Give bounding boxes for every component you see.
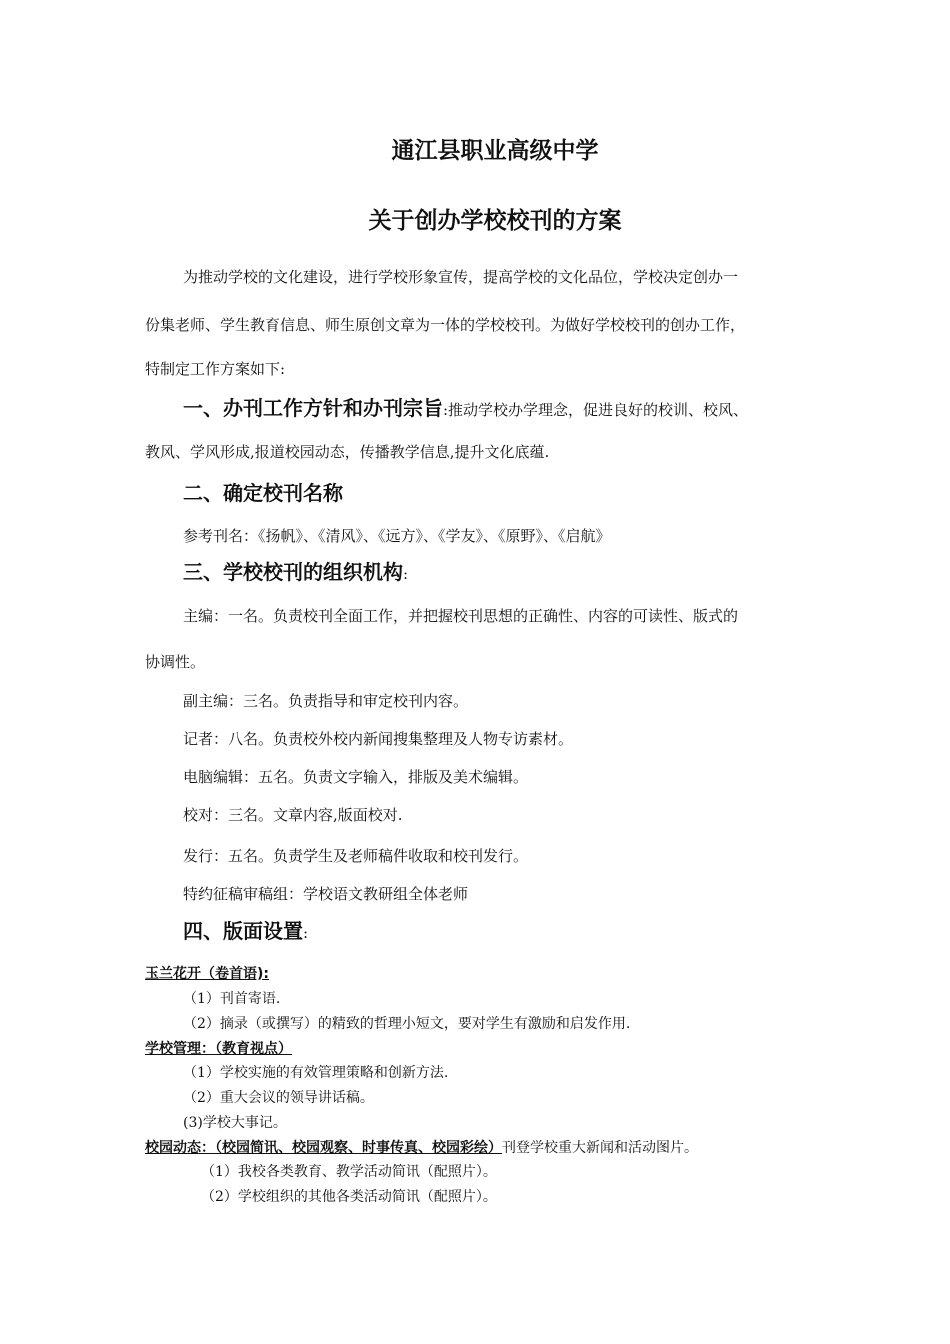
intro-line: 为推动学校的文化建设，进行学校形象宣传，提高学校的文化品位，学校决定创办一: [183, 268, 739, 286]
layout-item: （2）学校组织的其他各类活动简讯（配照片）。: [201, 1189, 497, 1205]
section-1-line: [183, 398, 748, 420]
layout-section-title-text: 学校管理：（教育视点）: [145, 1041, 292, 1057]
org-item: 协调性。: [145, 653, 206, 671]
layout-section-title: [145, 1040, 292, 1058]
intro-line: 份集老师、学生教育信息、师生原创文章为一体的学校校刊。为做好学校校刊的创办工作，: [145, 316, 746, 334]
section-1-text-continued: 教风、学风形成,报道校园动态，传播教学信息,提升文化底蕴.: [145, 443, 550, 461]
section-4-heading: 四、版面设置: [183, 919, 303, 943]
section-2-heading: 二、确定校刊名称: [183, 481, 343, 505]
reference-names: 参考刊名：《扬帆》、《清风》、《远方》、《学友》、《原野》、《启航》: [183, 527, 611, 545]
section-3-heading-line: [183, 562, 408, 584]
layout-section-title: [145, 1139, 698, 1157]
document-title-plan: 关于创办学校校刊的方案: [368, 208, 622, 234]
org-item: 校对：三名。文章内容,版面校对.: [183, 806, 403, 824]
layout-item: （1）我校各类教育、教学活动简讯（配照片）。: [201, 1164, 497, 1180]
layout-item: （2）摘录（或撰写）的精致的哲理小短文，要对学生有激励和启发作用.: [183, 1016, 631, 1032]
layout-item: (3)学校大事记。: [183, 1115, 287, 1131]
org-item: 主编：一名。负责校刊全面工作，并把握校刊思想的正确性、内容的可读性、版式的: [183, 607, 739, 625]
section-1-text: :推动学校办学理念，促进良好的校训、校风、: [443, 401, 749, 419]
layout-item: （1）学校实施的有效管理策略和创新方法.: [183, 1065, 449, 1081]
section-3-heading: 三、学校校刊的组织机构: [183, 560, 403, 584]
section-3-colon: :: [403, 565, 409, 583]
org-item: 电脑编辑：五名。负责文字输入，排版及美术编辑。: [183, 768, 529, 786]
layout-item: （1）刊首寄语.: [183, 991, 281, 1007]
org-item: 特约征稿审稿组：学校语文教研组全体老师: [183, 885, 469, 903]
layout-section-tail: 刊登学校重大新闻和活动图片。: [502, 1140, 698, 1156]
section-4-heading-line: [183, 921, 308, 943]
org-item: 副主编：三名。负责指导和审定校刊内容。: [183, 692, 469, 710]
layout-section-title-text: 玉兰花开（卷首语):: [145, 966, 269, 982]
layout-item: （2）重大会议的领导讲话稿。: [183, 1090, 374, 1106]
org-item: 记者：八名。负责校外校内新闻搜集整理及人物专访素材。: [183, 730, 574, 748]
document-title-school: 通江县职业高级中学: [391, 138, 599, 164]
layout-section-title: [145, 965, 269, 983]
org-item: 发行：五名。负责学生及老师稿件收取和校刊发行。: [183, 847, 529, 865]
intro-line: 特制定工作方案如下:: [145, 360, 286, 378]
section-4-colon: :: [303, 924, 309, 942]
section-1-heading: 一、办刊工作方针和办刊宗旨: [183, 396, 443, 420]
layout-section-title-text: 校园动态：（校园简讯、校园观察、时事传真、校园彩绘）: [145, 1140, 502, 1156]
